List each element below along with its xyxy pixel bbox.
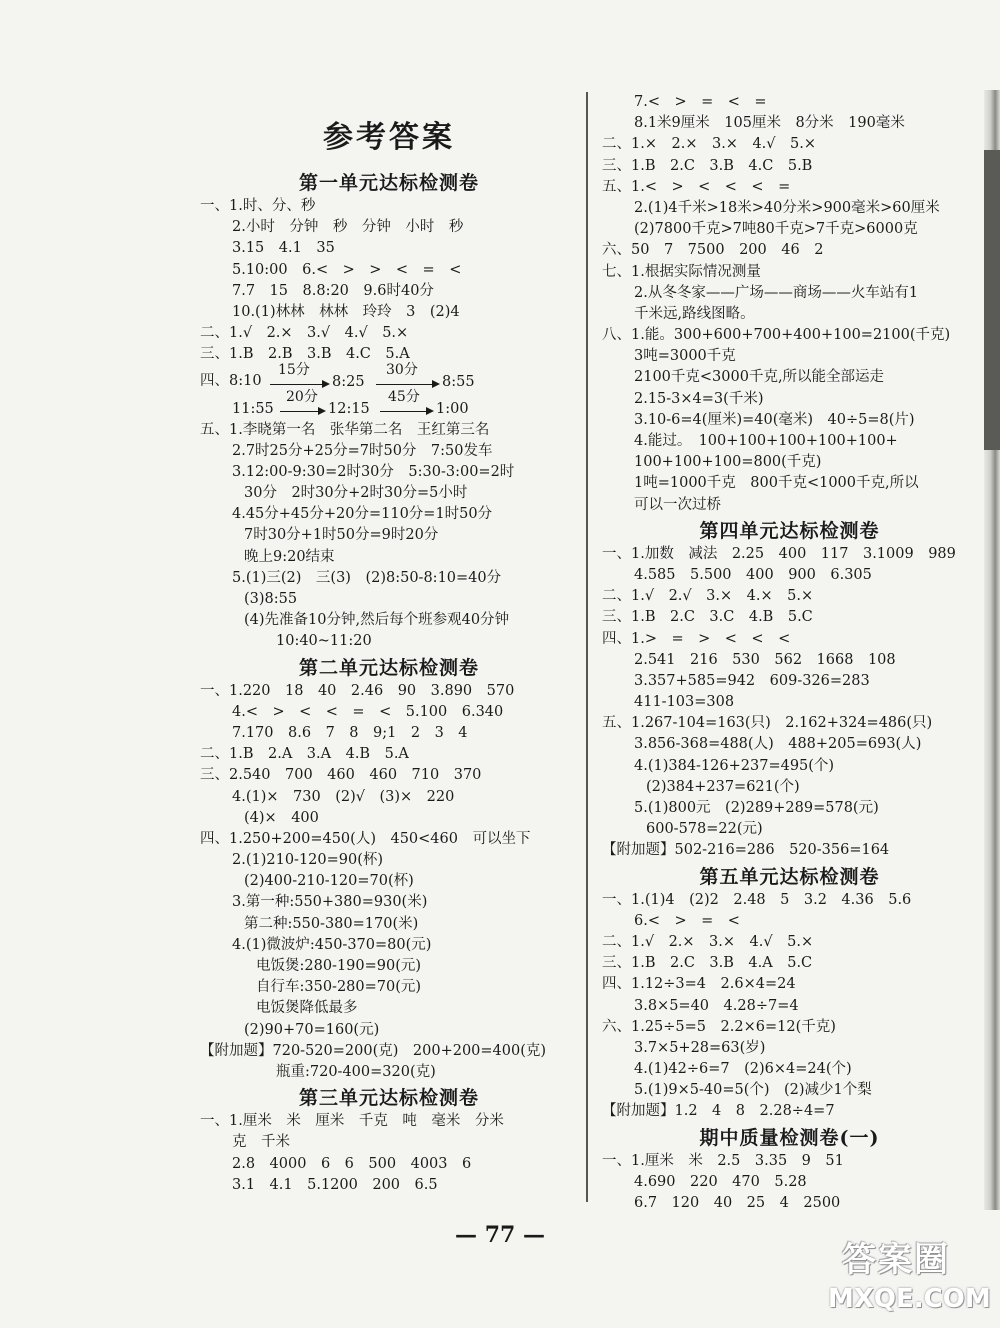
unit5-title: 第五单元达标检测卷 [699,865,880,888]
timeline-end: 1:00 [436,400,469,417]
answer-line: 7时30分+1时50分=9时20分 [244,527,439,544]
answer-line: 一、1.厘米 米 厘米 千克 吨 毫米 分米 [200,1113,504,1130]
timeline-mid: 12:15 [328,400,370,417]
timeline-label: 30分 [386,361,418,378]
timeline-mid: 8:25 [332,373,365,390]
answer-line: 四、1.12÷3=4 2.6×4=24 [602,976,796,993]
unit4-title: 第四单元达标检测卷 [699,519,880,542]
unit3-title: 第三单元达标检测卷 [298,1087,479,1110]
answer-line: 一、1.(1)4 (2)2 2.48 5 3.2 4.36 5.6 [602,891,912,908]
answer-line: 3.856-368=488(人) 488+205=693(人) [634,736,922,753]
answer-line: 【附加题】1.2 4 8 2.28÷4=7 [602,1103,835,1120]
spine-band [984,150,1000,450]
left-column [200,88,578,1196]
unit2-title: 第二单元达标检测卷 [298,656,479,679]
answer-line: 3吨=3000千克 [634,348,736,365]
answer-line: 4.(1)42÷6=7 (2)6×4=24(个) [634,1061,852,1078]
answer-line: 6.< > = < [634,912,740,929]
answer-line: 晚上9:20结束 [244,548,335,565]
answer-line: 5.(1)9×5-40=5(个) (2)减少1个梨 [634,1082,872,1099]
answer-line: 自行车:350-280=70(元) [256,979,422,996]
answer-line: 三、1.B 2.C 3.C 4.B 5.C [602,609,813,626]
answer-line: 一、1.厘米 米 2.5 3.35 9 51 [602,1152,844,1169]
answer-line: (2)400-210-120=70(杯) [244,873,414,890]
answer-line: 四、1.> = > < < < [602,630,791,647]
answer-line: 5.(1)800元 (2)289+289=578(元) [634,800,879,816]
timeline-arrow [376,384,438,385]
answer-line: 2.小时 分钟 秒 分钟 小时 秒 [232,219,464,236]
timeline-row-2 [200,388,578,420]
answer-line: 5.(1)三(2) 三(3) (2)8:50-8:10=40分 [232,569,502,586]
watermark-logo [820,1232,990,1324]
book-spine-edge [984,90,1000,1210]
timeline-label: 15分 [278,361,310,378]
answer-line: 1吨=1000千克 800千克<1000千克,所以 [634,475,919,492]
answer-line: 4.(1)微波炉:450-370=80(元) [232,936,432,953]
answer-line: (4)× 400 [244,809,319,826]
answer-line: 三、1.B 2.C 3.B 4.C 5.B [602,157,813,174]
answer-line: 三、1.B 2.C 3.B 4.A 5.C [602,955,813,972]
answer-line: 2.从冬冬家——广场——商场——火车站有1 [634,284,919,301]
timeline-arrow [270,384,328,385]
answer-line: 4.45分+45分+20分=110分=1时50分 [232,506,493,523]
answer-line: 二、1.√ 2.× 3.× 4.√ 5.× [602,933,814,950]
answer-line: (4)先准备10分钟,然后每个班参观40分钟 [244,612,510,629]
answer-line: 六、1.25÷5=5 2.2×6=12(千克) [602,1018,836,1035]
answer-line: 一、1.加数 减法 2.25 400 117 3.1009 989 [602,545,956,562]
timeline-arrow [380,411,432,412]
answer-line: 100+100+100=800(千克) [634,454,822,471]
answer-line: 2.7时25分+25分=7时50分 7:50发车 [232,442,493,459]
answer-line: 2.15-3×4=3(千米) [634,390,764,407]
answer-line: 10:40~11:20 [276,633,372,650]
unit1-title: 第一单元达标检测卷 [298,172,479,194]
answer-line: 5.10:00 6.< > > < = < [232,261,462,278]
answer-line: (3)8:55 [244,591,298,607]
timeline-label: 20分 [286,388,318,405]
answer-line: 7.170 8.6 7 8 9;1 2 3 4 [232,724,468,741]
answer-line: (2)384+237=621(个) [646,778,800,795]
answer-line: 第二种:550-380=170(米) [244,915,419,932]
answer-line: 七、1.根据实际情况测量 [602,263,761,280]
answer-line: 411-103=308 [634,694,735,711]
answer-line: 4.< > < < = < 5.100 6.340 [232,703,504,720]
timeline-start: 四、8:10 [200,372,262,389]
column-divider [586,92,588,1202]
answer-line: 【附加题】720-520=200(克) 200+200=400(克) [200,1042,547,1059]
answer-line: 二、1.× 2.× 3.× 4.√ 5.× [602,136,817,153]
answer-line: 2.8 4000 6 6 500 4003 6 [232,1155,472,1172]
timeline-arrow [280,411,324,412]
watermark-text: 答案圈 [842,1240,950,1280]
answer-line: 克 千米 [232,1134,290,1151]
timeline-label: 45分 [388,388,420,405]
midterm-title: 期中质量检测卷(一) [699,1126,880,1149]
answer-line: (2)90+70=160(元) [244,1021,380,1038]
page-title: 参考答案 [323,120,455,155]
answer-line: 3.第一种:550+380=930(米) [232,894,428,911]
answer-line: 3.1 4.1 5.1200 200 6.5 [232,1176,438,1193]
answer-line: 4.能过。 100+100+100+100+100+ [634,433,898,449]
answer-line: 3.357+585=942 609-326=283 [634,672,870,689]
answer-line: 四、1.250+200=450(人) 450<460 可以坐下 [200,830,531,847]
answer-line: 3.7×5+28=63(岁) [634,1039,766,1056]
answer-line: 二、1.√ 2.× 3.√ 4.√ 5.× [200,325,409,342]
answer-line: 6.7 120 40 25 4 2500 [634,1195,841,1211]
answer-line: 五、1.李晓第一名 张华第二名 王红第三名 [200,421,490,438]
answer-line: 7.7 15 8.8:20 9.6时40分 [232,282,434,299]
answer-line: 二、1.B 2.A 3.A 4.B 5.A [200,746,409,763]
answer-line: 一、1.时、分、秒 [200,198,316,214]
answer-line: 2.(1)4千米>18米>40分米>900毫米>60厘米 [634,199,940,216]
page-number: — 77 — [455,1222,545,1248]
answer-line: 8.1米9厘米 105厘米 8分米 190毫米 [634,115,905,132]
answer-line: 4.(1)× 730 (2)√ (3)× 220 [232,788,455,805]
answer-line: 八、1.能。300+600+700+400+100=2100(千克) [602,327,951,344]
answer-line: 五、1.267-104=163(只) 2.162+324=486(只) [602,715,933,732]
answer-line: 4.690 220 470 5.28 [634,1173,807,1190]
answer-line: 600-578=22(元) [646,821,763,838]
answer-line: 二、1.√ 2.√ 3.× 4.× 5.× [602,588,814,605]
answer-line: 三、1.B 2.B 3.B 4.C 5.A [200,346,410,363]
answer-line: 3.10-6=4(厘米)=40(毫米) 40÷5=8(片) [634,411,915,428]
answer-line: 千米远,路线图略。 [634,305,755,322]
answer-line: 2100千克<3000千克,所以能全部运走 [634,369,885,386]
answer-line: 电饭煲:280-190=90(元) [256,958,422,974]
answer-line: 一、1.220 18 40 2.46 90 3.890 570 [200,682,515,699]
answer-line: 3.8×5=40 4.28÷7=4 [634,997,799,1014]
timeline-end: 8:55 [442,373,475,390]
watermark-url: MXQE.COM [828,1284,991,1314]
answer-line: 六、50 7 7500 200 46 2 [602,242,824,259]
right-column [602,92,977,1214]
timeline-start: 11:55 [232,400,274,417]
answer-line: 五、1.< > < < < = [602,178,791,195]
answer-line: 30分 2时30分+2时30分=5小时 [244,485,468,502]
answer-line: 可以一次过桥 [634,496,721,513]
answer-line: 2.(1)210-120=90(杯) [232,852,384,869]
answer-line: 瓶重:720-400=320(克) [276,1063,436,1080]
answer-line: 三、2.540 700 460 460 710 370 [200,767,482,784]
answer-line: 7.< > = < = [634,94,767,110]
answer-line: 2.541 216 530 562 1668 108 [634,651,896,668]
answer-line: 电饭煲降低最多 [256,1000,358,1017]
answer-line: (2)7800千克>7吨80千克>7千克>6000克 [634,221,918,238]
answer-line: 3.12:00-9:30=2时30分 5:30-3:00=2时 [232,463,515,480]
answer-line: 4.585 5.500 400 900 6.305 [634,566,872,583]
answer-line: 3.15 4.1 35 [232,240,335,257]
answer-line: 【附加题】502-216=286 520-356=164 [602,842,890,859]
answer-line: 4.(1)384-126+237=495(个) [634,757,835,774]
answer-line: 10.(1)林林 林林 玲玲 3 (2)4 [232,303,460,320]
